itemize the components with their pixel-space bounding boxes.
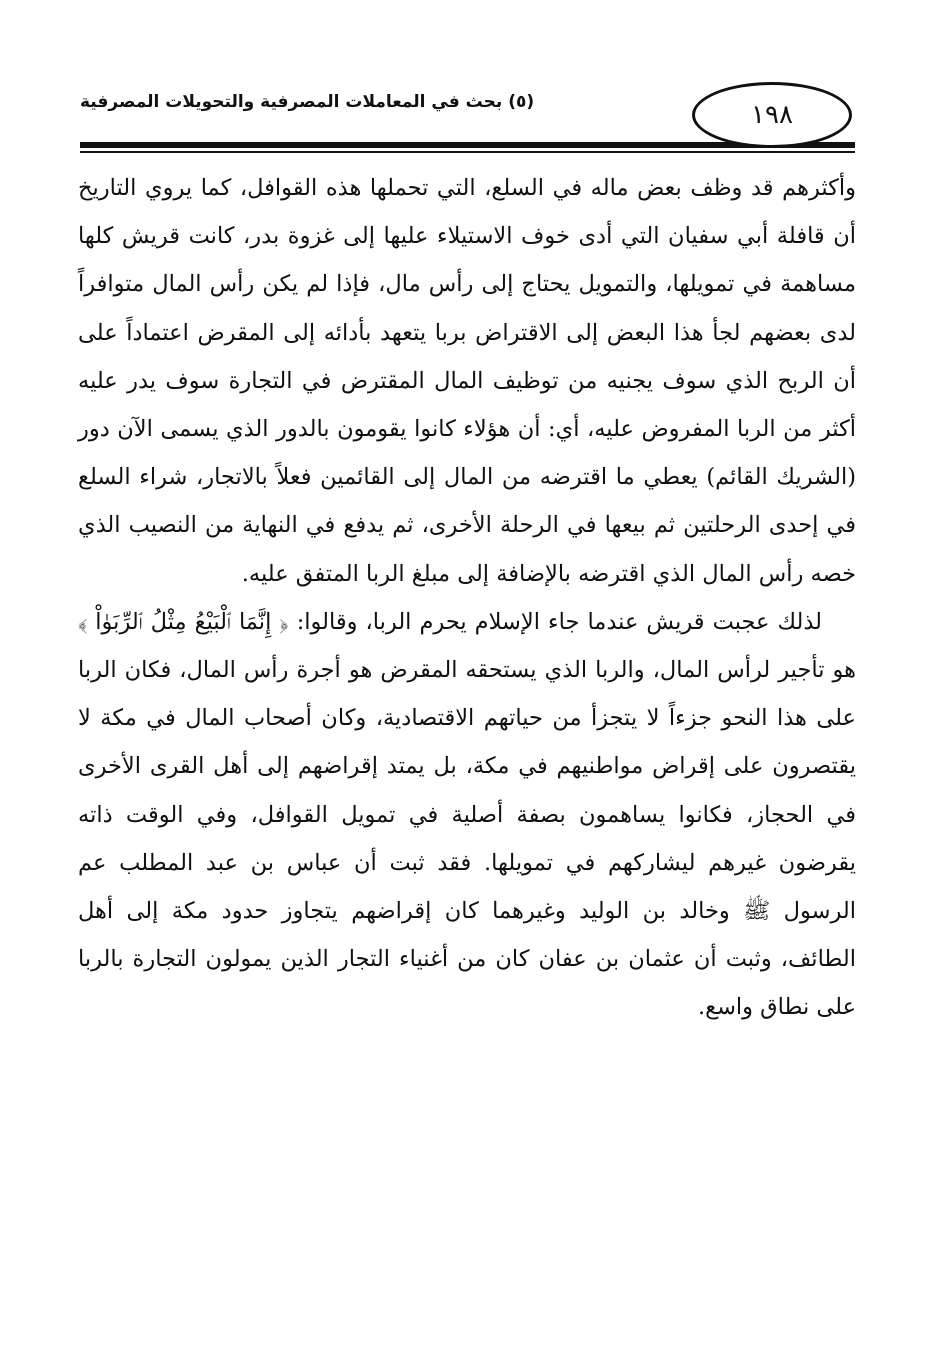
page-header xyxy=(70,70,880,160)
page-number: ١٩٨ xyxy=(751,100,793,130)
paragraph-1: وأكثرهم قد وظف بعض ماله في السلع، التي تحملها هذه القوافل، كما يروي التاريخ أن قافلة أبي سفيان التي أدى خوف الاستيلاء عليها إلى غزوة بدر، كانت قريش كلها مساهمة في تمويلها، والتمويل يحتاج إلى رأس مال، فإذا لم يكن رأس المال متوافراً لدى بعضهم لجأ هذا البعض إلى الاقتراض بربا يتعهد بأدائه إلى المقرض اعتماداً على أن الربح الذي سوف يجنيه من توظيف المال المقترض في التجارة سوف يدر عليه أكثر من الربا المفروض عليه، أي: أن هؤلاء كانوا يقومون بالدور الذي يسمى الآن دور (الشريك القائم) يعطي ما اقترضه من المال إلى القائمين فعلاً بالاتجار، شراء السلع في إحدى الرحلتين ثم بيعها في الرحلة الأخرى، ثم يدفع في النهاية من النصيب الذي خصه رأس المال الذي اقترضه بالإضافة إلى مبلغ الربا المتفق عليه. xyxy=(78,175,856,587)
page-number-oval xyxy=(692,82,852,148)
header-rule-thin xyxy=(80,151,855,153)
paragraph-2: لذلك عجبت قريش عندما جاء الإسلام يحرم الربا، وقالوا: ﴿ إِنَّمَا ٱلْبَيْعُ مِثْلُ ٱلرِّبَوٰاْ ﴾ هو تأجير لرأس المال، والربا الذي يستحقه المقرض هو أجرة رأس المال، فكان الربا على هذا النحو جزءاً لا يتجزأ من حياتهم الاقتصادية، وكان أصحاب المال في مكة لا يقتصرون على إقراض مواطنيهم في مكة، بل يمتد إقراضهم إلى أهل القرى الأخرى في الحجاز، فكانوا يساهمون بصفة أصلية في تمويل القوافل، وفي الوقت ذاته يقرضون غيرهم ليشاركهم في تمويلها. فقد ثبت أن عباس بن عبد المطلب عم الرسول ﷺ وخالد بن الوليد وغيرهما كان إقراضهم يتجاوز حدود مكة إلى أهل الطائف، وثبت أن عثمان بن عفان كان من أغنياء التجار الذين يمولون التجارة بالربا على نطاق واسع. xyxy=(78,608,856,1021)
body-text xyxy=(78,164,856,1032)
running-title: (٥) بحث في المعاملات المصرفية والتحويلات المصرفية xyxy=(80,92,535,112)
